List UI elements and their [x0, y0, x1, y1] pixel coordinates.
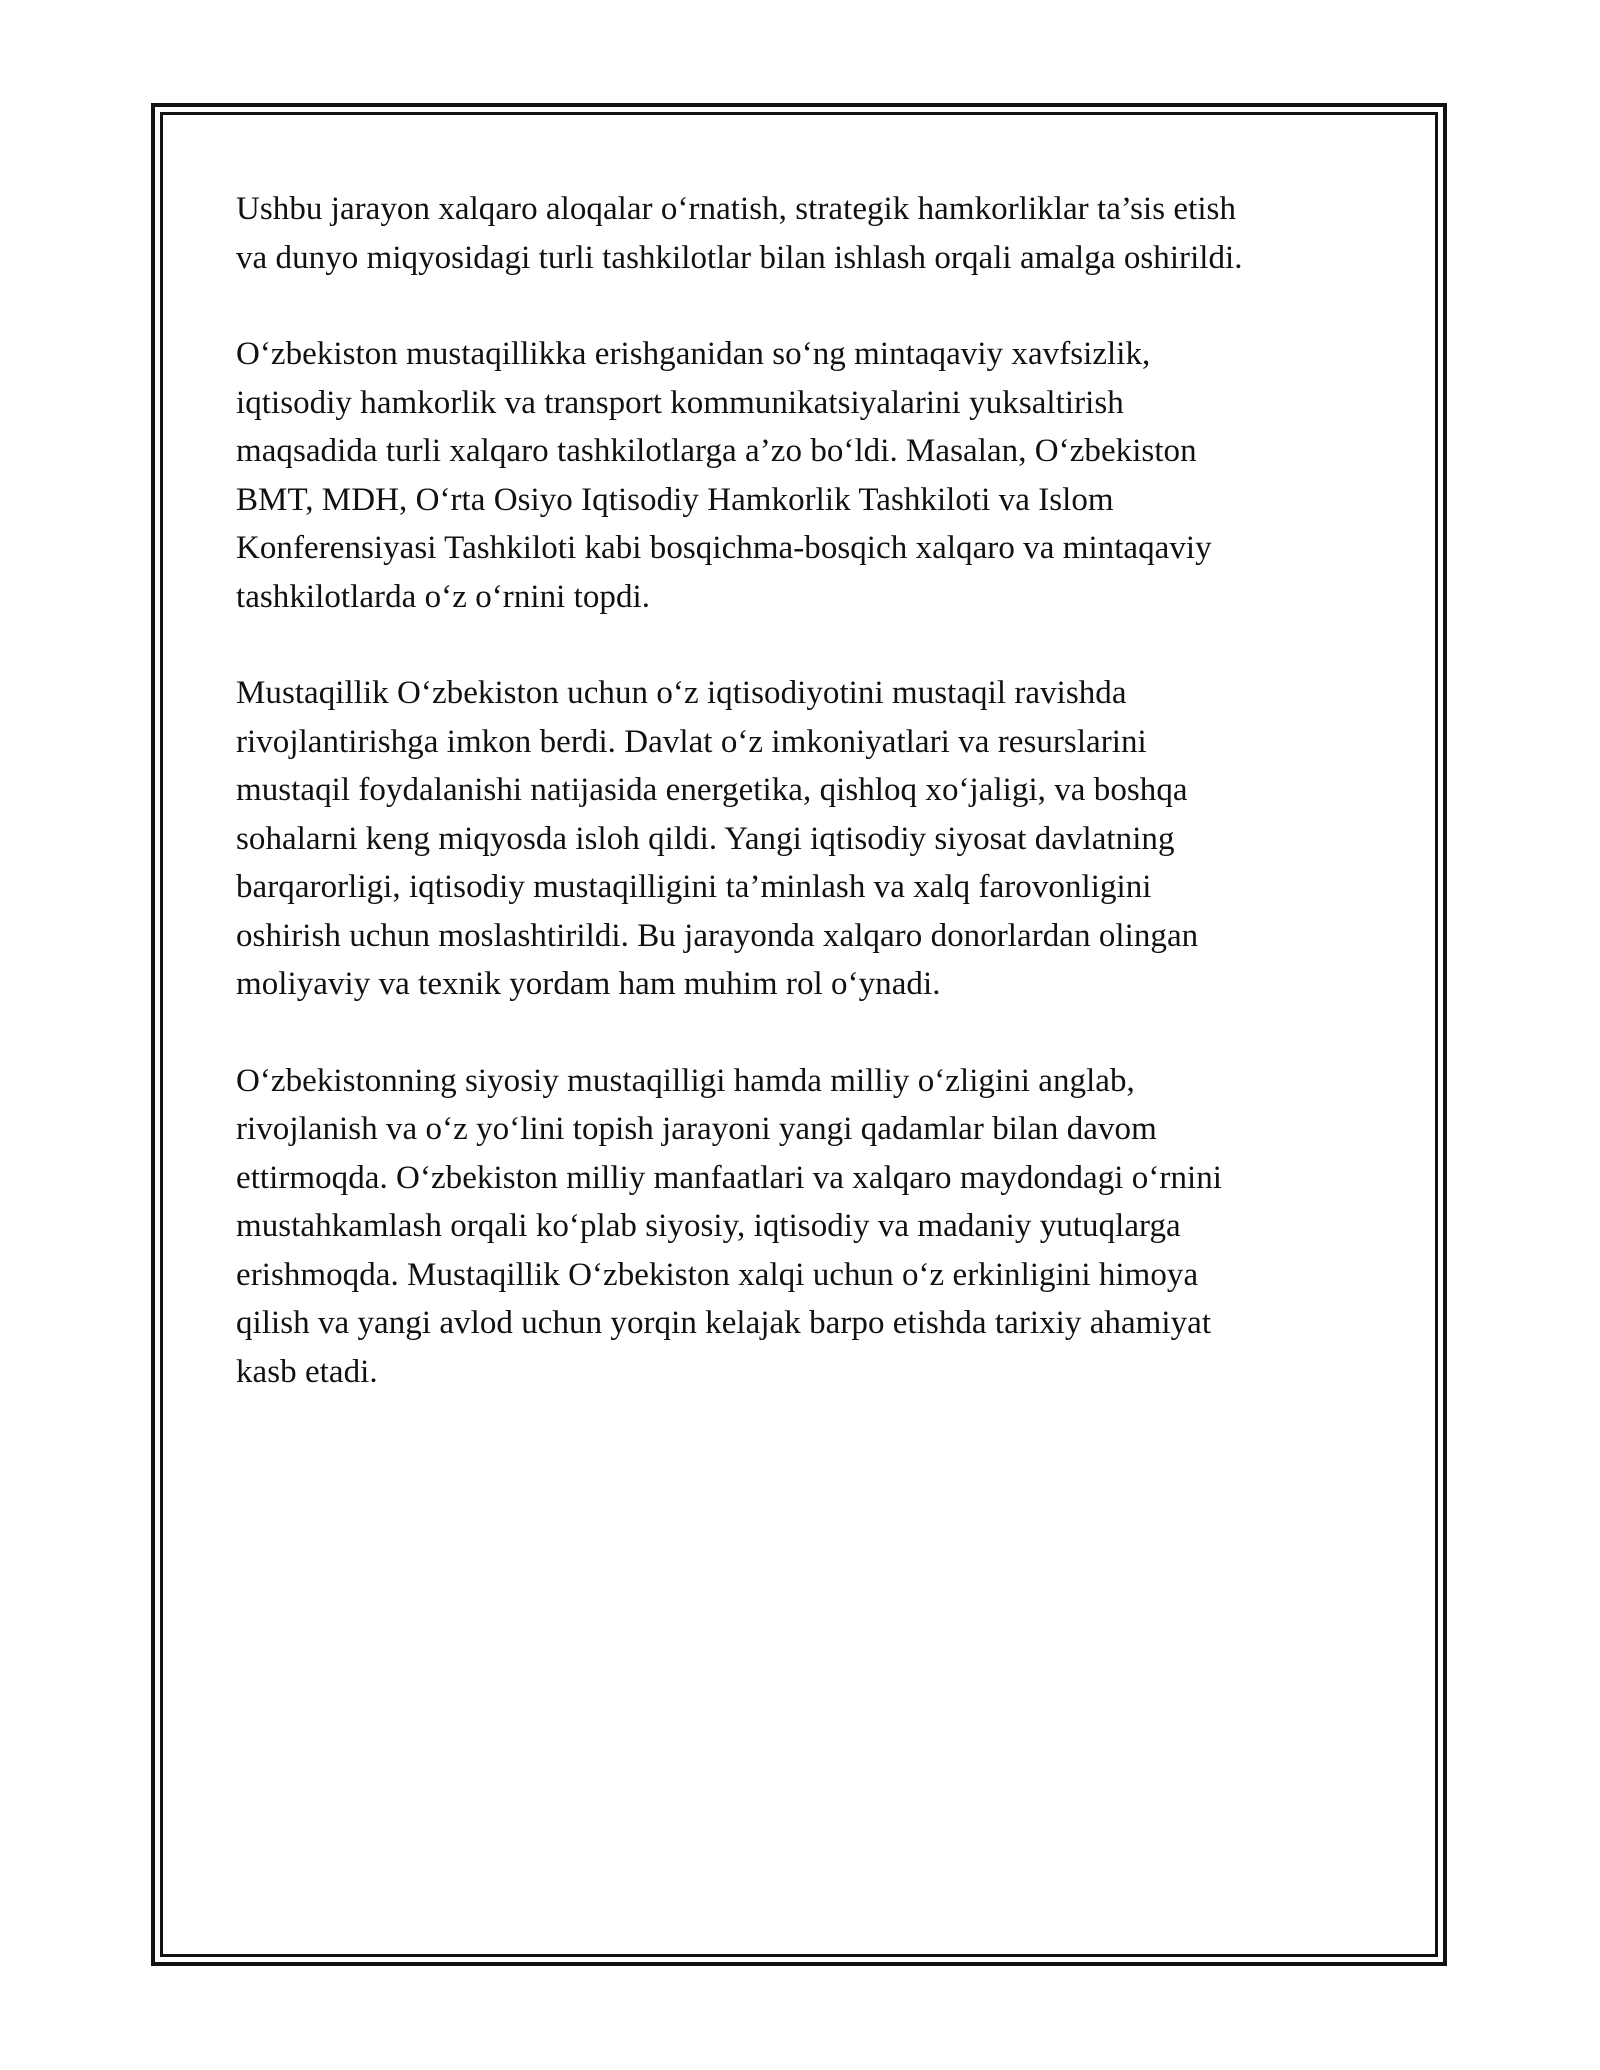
text-line: O‘zbekistonning siyosiy mustaqilligi hamda milliy o‘zligini anglab, [236, 1062, 1135, 1099]
text-line: qilish va yangi avlod uchun yorqin kelajak barpo etishda tarixiy ahamiyat [236, 1305, 1212, 1341]
text-line: O‘zbekiston mustaqillikka erishganidan so‘ng mintaqaviy xavfsizlik, [236, 336, 1151, 372]
text-line: maqsadida turli xalqaro tashkilotlarga a’zo bo‘ldi. Masalan, O‘zbekiston [236, 433, 1197, 469]
text-line: Mustaqillik O‘zbekiston uchun o‘z iqtisodiyotini mustaqil ravishda [236, 675, 1127, 711]
paragraph-3 [236, 669, 1356, 1009]
text-line: BMT, MDH, O‘rta Osiyo Iqtisodiy Hamkorlik Tashkiloti va Islom [236, 481, 1114, 518]
text-line: Ushbu jarayon xalqaro aloqalar o‘rnatish, strategik hamkorliklar ta’sis etish [236, 191, 1236, 227]
paragraph-4 [236, 1057, 1356, 1397]
text-line: sohalarni keng miqyosda isloh qildi. Yangi iqtisodiy siyosat davlatning [236, 820, 1175, 857]
text-line: mustaqil foydalanishi natijasida energetika, qishloq xo‘jaligi, va boshqa [236, 772, 1188, 808]
text-line: rivojlanish va o‘z yo‘lini topish jarayoni yangi qadamlar bilan davom [236, 1111, 1157, 1147]
text-line: tashkilotlarda o‘z o‘rnini topdi. [236, 578, 651, 615]
text-line: ettirmoqda. O‘zbekiston milliy manfaatlari va xalqaro maydondagi o‘rnini [236, 1159, 1222, 1196]
text-line: barqarorligi, iqtisodiy mustaqilligini ta’minlash va xalq farovonligini [236, 869, 1152, 905]
text-line: mustahkamlash orqali ko‘plab siyosiy, iqtisodiy va madaniy yutuqlarga [236, 1208, 1181, 1244]
paragraph-2 [236, 330, 1356, 621]
text-line: kasb etadi. [236, 1353, 378, 1390]
text-line: oshirish uchun moslashtirildi. Bu jarayonda xalqaro donorlardan olingan [236, 917, 1199, 954]
text-line: Konferensiyasi Tashkiloti kabi bosqichma-bosqich xalqaro va mintaqaviy [236, 530, 1212, 566]
document-body [236, 185, 1356, 1444]
text-line: iqtisodiy hamkorlik va transport kommunikatsiyalarini yuksaltirish [236, 384, 1124, 421]
text-line: va dunyo miqyosidagi turli tashkilotlar bilan ishlash orqali amalga oshirildi. [236, 239, 1243, 276]
text-line: moliyaviy va texnik yordam ham muhim rol o‘ynadi. [236, 966, 941, 1002]
paragraph-1 [236, 185, 1356, 282]
text-line: rivojlantirishga imkon berdi. Davlat o‘z imkoniyatlari va resurslarini [236, 723, 1147, 760]
text-line: erishmoqda. Mustaqillik O‘zbekiston xalqi uchun o‘z erkinligini himoya [236, 1256, 1199, 1293]
